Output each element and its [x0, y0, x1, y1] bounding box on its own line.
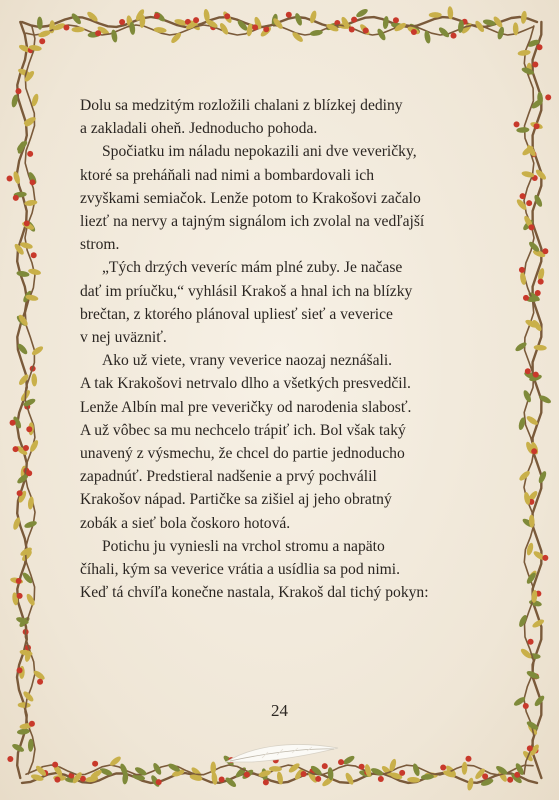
text-line: Dolu sa medzitým rozložili chalani z blízkej dediny [80, 97, 403, 114]
text-line: „Tých drzých veveríc mám plné zuby. Je načase [102, 259, 403, 277]
text-line: zobák a sieť bola čoskoro hotová. [80, 514, 291, 532]
paragraph [80, 349, 480, 535]
text-line: Ako už viete, vrany veverice naozaj neznášali. [102, 352, 393, 370]
text-line: A tak Krakošovi netrvalo dlho a všetkých presvedčil. [80, 375, 411, 393]
text-line: a zakladali oheň. Jednoducho pohoda. [80, 120, 318, 138]
text-line: unavený z výsmechu, že chcel do partie jednoducho [80, 445, 405, 463]
body-text [80, 94, 480, 604]
paragraph [80, 140, 480, 256]
text-line: dať im príučku,“ vyhlásil Krakoš a hnal ich na blízky [80, 282, 413, 300]
text-line: v nej uväzniť. [80, 329, 167, 347]
paragraph [80, 256, 480, 349]
text-line: Lenže Albín mal pre veveričky od narodenia slabosť. [80, 398, 412, 416]
paragraph [80, 94, 480, 140]
text-line: zapadnúť. Predstieral nadšenie a prvý pochválil [80, 468, 377, 486]
text-line: ktoré sa preháňali nad nimi a bombardovali ich [80, 166, 375, 184]
text-line: Potichu ju vyniesli na vrchol stromu a napäto [102, 537, 385, 555]
page-number: 24 [271, 701, 288, 720]
text-line: Spočiatku im náladu nepokazili ani dve veveričky, [102, 143, 417, 161]
text-line: číhali, kým sa veverice vrátia a usídlia sa pod nimi. [80, 561, 401, 579]
text-line: Keď tá chvíľa konečne nastala, Krakoš dal tichý pokyn: [80, 584, 429, 602]
text-line: liezť na nervy a tajným signálom ich zvolal na vedľajší [80, 213, 425, 231]
text-line: zvyškami semiačok. Lenže potom to Krakošovi začalo [80, 189, 421, 207]
feather-icon [222, 738, 342, 768]
text-line: Krakošov nápad. Partičke sa zišiel aj jeho obratný [80, 491, 392, 509]
text-line: strom. [80, 236, 120, 254]
paragraph [80, 535, 480, 605]
text-line: brečtan, z ktorého plánoval upliesť sieť a veverice [80, 305, 393, 323]
text-line: A už vôbec sa mu nechcelo trápiť ich. Bol však taký [80, 421, 406, 439]
